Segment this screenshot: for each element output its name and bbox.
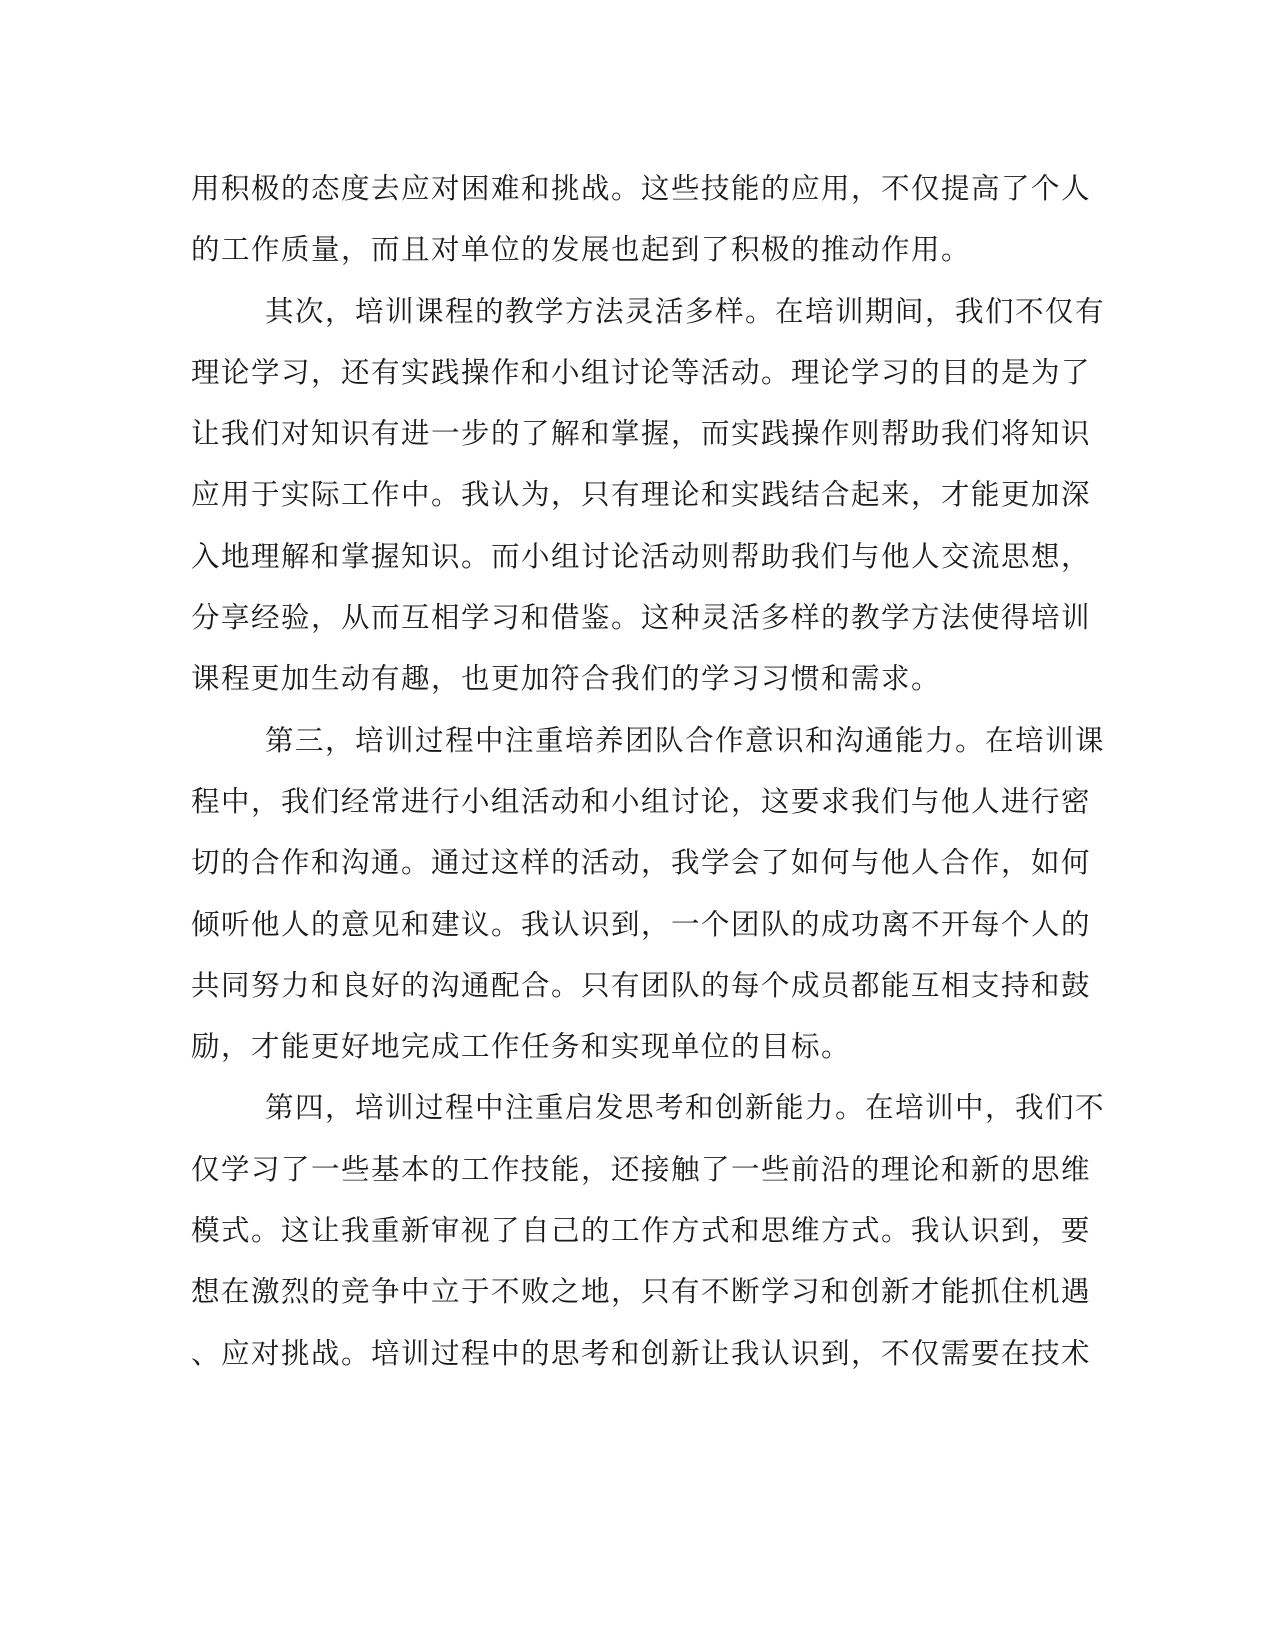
text-line: 、应对挑战。培训过程中的思考和创新让我认识到，不仅需要在技术 (191, 1336, 1092, 1370)
text-line: 用积极的态度去应对困难和挑战。这些技能的应用，不仅提高了个人 (191, 172, 1092, 205)
text-line: 想在激烈的竞争中立于不败之地，只有不断学习和创新才能抓住机遇 (191, 1275, 1092, 1309)
paragraph-start-line: 第三，培训过程中注重培养团队合作意识和沟通能力。在培训课 (265, 723, 1106, 757)
text-line: 应用于实际工作中。我认为，只有理论和实践结合起来，才能更加深 (191, 478, 1092, 512)
text-line: 理论学习，还有实践操作和小组讨论等活动。理论学习的目的是为了 (191, 355, 1092, 389)
text-line: 让我们对知识有进一步的了解和掌握，而实践操作则帮助我们将知识 (191, 417, 1092, 451)
text-line: 入地理解和掌握知识。而小组讨论活动则帮助我们与他人交流思想， (191, 539, 1092, 573)
text-line: 倾听他人的意见和建议。我认识到，一个团队的成功离不开每个人的 (191, 907, 1092, 941)
text-line: 模式。这让我重新审视了自己的工作方式和思维方式。我认识到，要 (191, 1214, 1092, 1248)
paragraph-start-line: 其次，培训课程的教学方法灵活多样。在培训期间，我们不仅有 (265, 294, 1106, 328)
paragraph-start-line: 第四，培训过程中注重启发思考和创新能力。在培训中，我们不 (265, 1091, 1106, 1125)
text-line: 的工作质量，而且对单位的发展也起到了积极的推动作用。 (191, 233, 972, 267)
text-line: 励，才能更好地完成工作任务和实现单位的目标。 (191, 1030, 852, 1064)
text-line: 课程更加生动有趣，也更加符合我们的学习习惯和需求。 (191, 662, 942, 696)
text-line: 分享经验，从而互相学习和借鉴。这种灵活多样的教学方法使得培训 (191, 601, 1092, 635)
text-line: 程中，我们经常进行小组活动和小组讨论，这要求我们与他人进行密 (191, 784, 1092, 818)
text-line: 切的合作和沟通。通过这样的活动，我学会了如何与他人合作，如何 (191, 846, 1092, 880)
text-line: 共同努力和良好的沟通配合。只有团队的每个成员都能互相支持和鼓 (191, 968, 1092, 1002)
body-text (191, 158, 1106, 1384)
text-line: 仅学习了一些基本的工作技能，还接触了一些前沿的理论和新的思维 (191, 1152, 1092, 1186)
